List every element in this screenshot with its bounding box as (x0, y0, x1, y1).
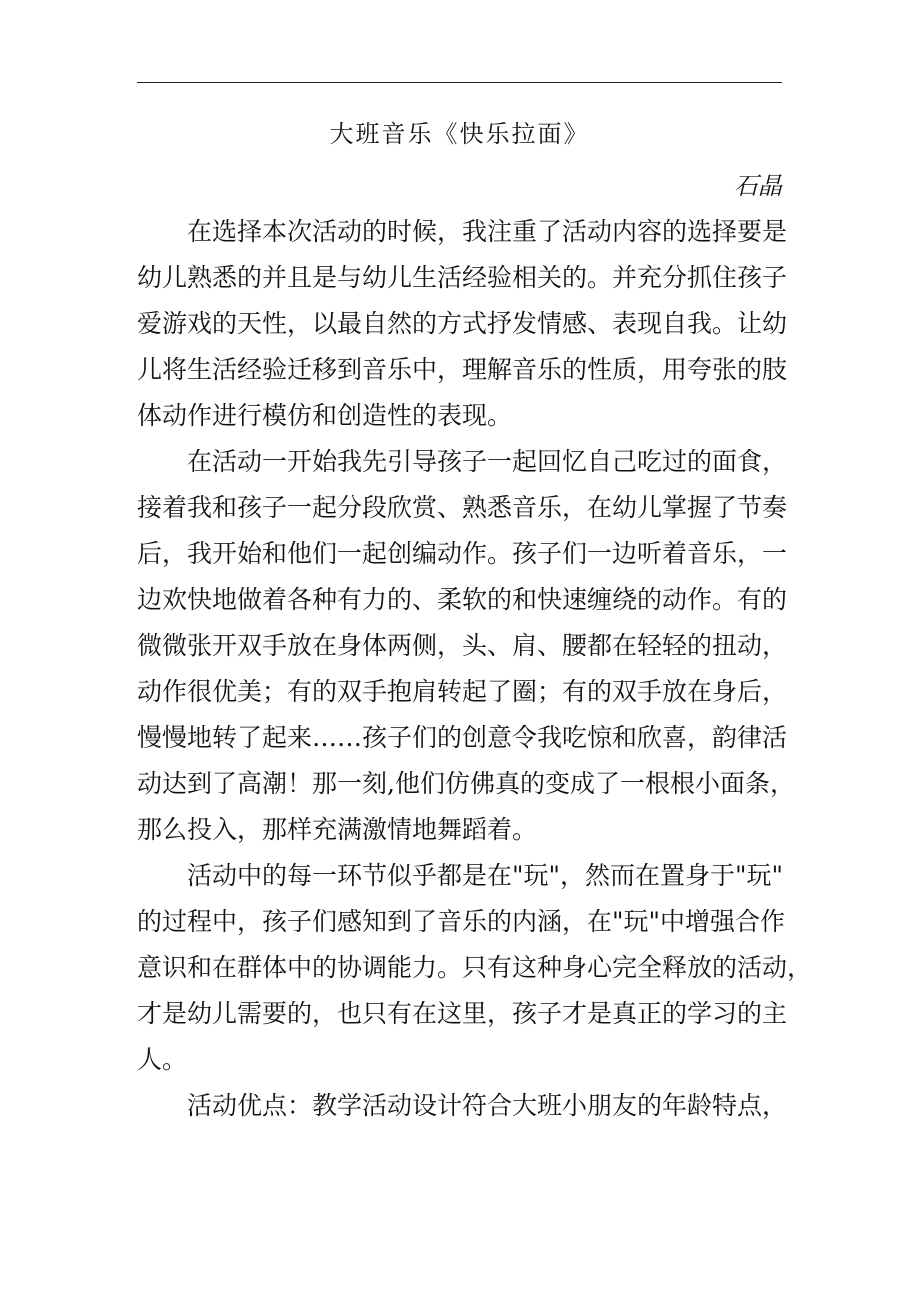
paragraph-line: 意识和在群体中的协调能力。只有这种身心完全释放的活动， (137, 953, 813, 982)
paragraph-3 (137, 853, 813, 1083)
paragraph-line: 在活动一开始我先引导孩子一起回忆自己吃过的面食， (187, 447, 788, 476)
document-title: 大班音乐《快乐拉面》 (329, 120, 590, 148)
paragraph-2 (137, 439, 795, 853)
paragraph-line: 幼儿熟悉的并且是与幼儿生活经验相关的。并充分抓住孩子 (137, 263, 788, 292)
document-author: 石晶 (734, 172, 782, 200)
paragraph-line: 活动优点：教学活动设计符合大班小朋友的年龄特点， (187, 1091, 788, 1120)
paragraph-line: 接着我和孩子一起分段欣赏、熟悉音乐，在幼儿掌握了节奏 (137, 493, 788, 522)
paragraph-line: 体动作进行模仿和创造性的表现。 (137, 401, 513, 430)
paragraph-line: 后，我开始和他们一起创编动作。孩子们一边听着音乐，一 (137, 539, 788, 568)
paragraph-line: 慢慢地转了起来……孩子们的创意令我吃惊和欣喜，韵律活 (137, 723, 788, 752)
paragraph-line: 人。 (137, 1045, 188, 1074)
paragraph-line: 微微张开双手放在身体两侧，头、肩、腰都在轻轻的扭动， (137, 631, 788, 660)
paragraph-line: 动作很优美；有的双手抱肩转起了圈；有的双手放在身后， (137, 677, 788, 706)
paragraph-line: 才是幼儿需要的，也只有在这里，孩子才是真正的学习的主 (137, 999, 788, 1028)
document-body (137, 209, 813, 1129)
paragraph-line: 动达到了高潮！那一刻,他们仿佛真的变成了一根根小面条， (137, 769, 795, 798)
paragraph-line: 儿将生活经验迁移到音乐中，理解音乐的性质，用夸张的肢 (137, 355, 788, 384)
header-rule (137, 82, 782, 83)
paragraph-line: 的过程中，孩子们感知到了音乐的内涵，在"玩"中增强合作 (137, 907, 786, 936)
paragraph-line: 在选择本次活动的时候，我注重了活动内容的选择要是 (187, 217, 788, 246)
paragraph-line: 爱游戏的天性，以最自然的方式抒发情感、表现自我。让幼 (137, 309, 788, 338)
paragraph-line: 边欢快地做着各种有力的、柔软的和快速缠绕的动作。有的 (137, 585, 788, 614)
paragraph-line: 活动中的每一环节似乎都是在"玩"，然而在置身于"玩" (187, 861, 783, 890)
paragraph-line: 那么投入，那样充满激情地舞蹈着。 (137, 815, 538, 844)
paragraph-1 (137, 209, 788, 439)
paragraph-4 (137, 1083, 788, 1129)
